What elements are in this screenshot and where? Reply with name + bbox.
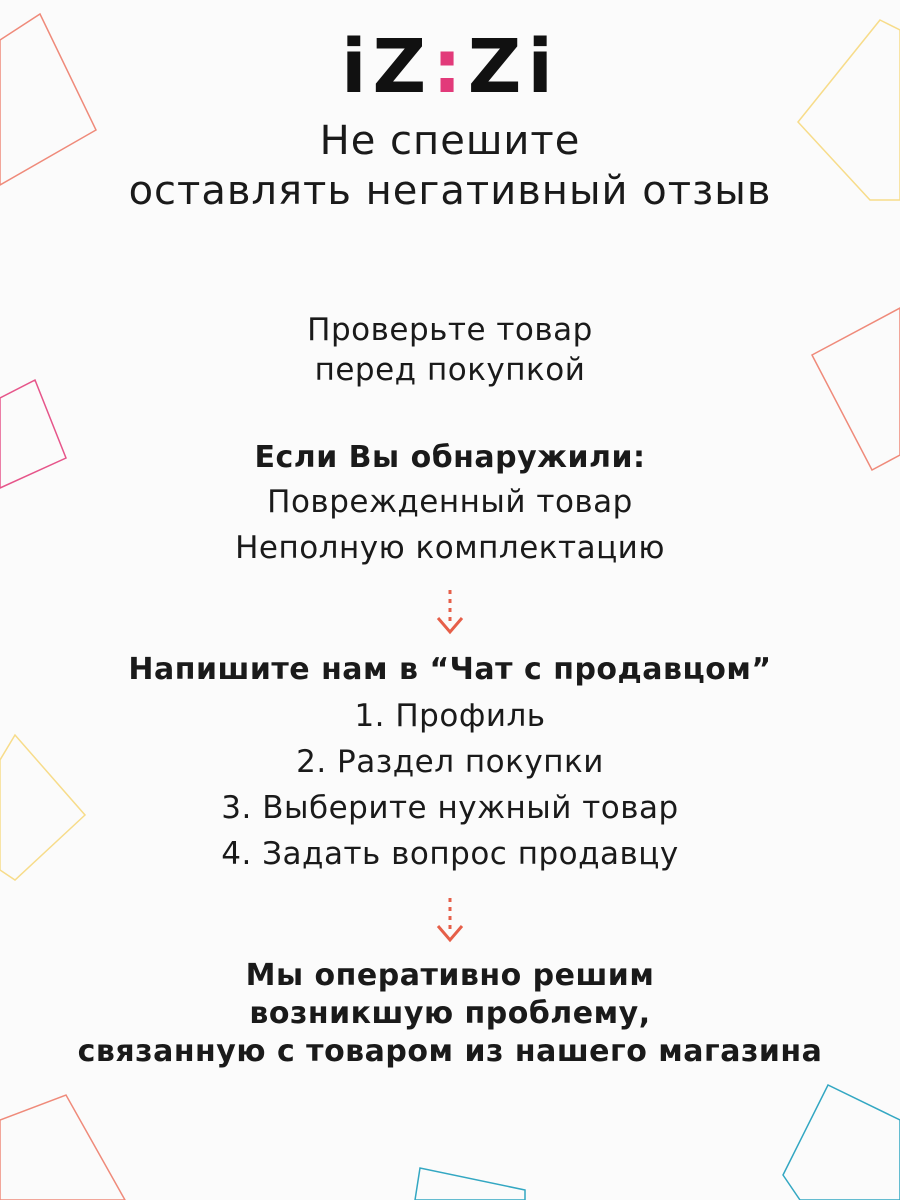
chat-step-3: 3. Выберите нужный товар [221, 790, 679, 826]
found-item-damaged: Поврежденный товар [267, 484, 633, 520]
logo-part1: iZ [341, 24, 433, 110]
deco-square-bottom-right [783, 1085, 900, 1200]
dotted-down-arrow-icon [434, 588, 466, 636]
chat-step-1: 1. Профиль [354, 698, 546, 734]
check-line-1: Проверьте товар [307, 312, 593, 348]
chat-heading: Напишите нам в “Чат с продавцом” [128, 652, 772, 687]
brand-logo [0, 24, 900, 110]
check-line-2: перед покупкой [314, 352, 586, 388]
dotted-down-arrow-icon [434, 896, 466, 944]
chat-step-2: 2. Раздел покупки [296, 744, 604, 780]
resolve-line-3: связанную с товаром из нашего магазина [77, 1034, 823, 1069]
logo-colon: : [432, 24, 468, 110]
deco-square-bottom-left [0, 1095, 125, 1200]
logo-part2: Zi [467, 24, 559, 110]
resolve-line-1: Мы оперативно решим [245, 958, 655, 993]
resolve-line-2: возникшую проблему, [249, 996, 651, 1031]
chat-step-4: 4. Задать вопрос продавцу [221, 836, 679, 872]
found-heading: Если Вы обнаружили: [254, 440, 646, 475]
found-item-incomplete: Неполную комплектацию [235, 530, 665, 566]
deco-square-bottom-mid [415, 1168, 525, 1200]
title-line-2: оставлять негативный отзыв [128, 168, 772, 214]
title-line-1: Не спешите [319, 118, 581, 164]
